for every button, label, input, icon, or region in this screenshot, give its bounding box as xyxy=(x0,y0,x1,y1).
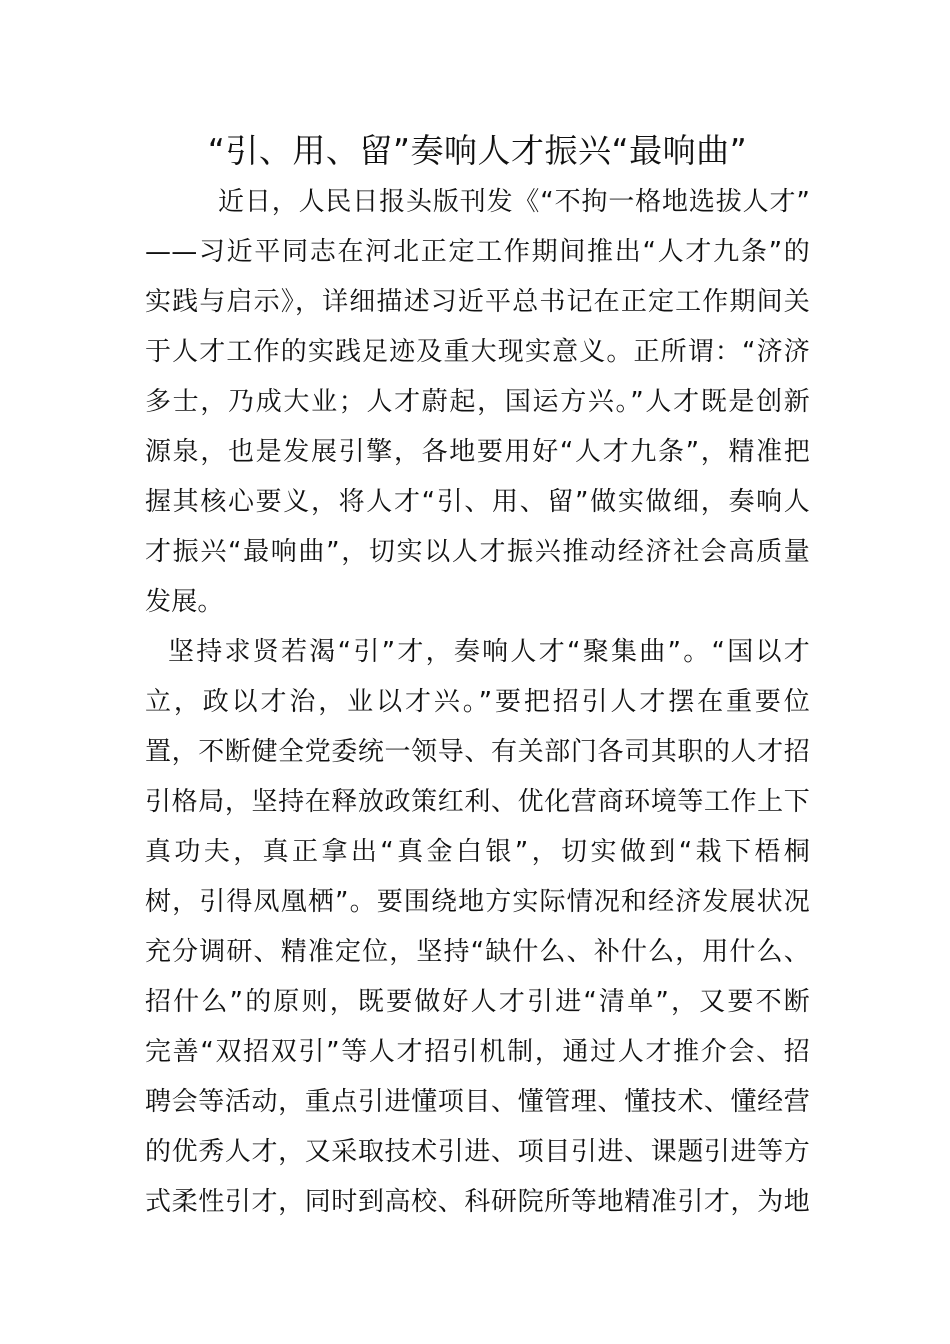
paragraph-2-line-6: 树，引得凤凰栖”。要围绕地方实际情况和经济发展状况 xyxy=(145,887,810,917)
paragraph-2-line-10: 聘会等活动，重点引进懂项目、懂管理、懂技术、懂经营 xyxy=(145,1087,810,1117)
paragraph-2-line-9: 完善“双招双引”等人才招引机制，通过人才推介会、招 xyxy=(145,1037,810,1067)
paragraph-1-line-4: 于人才工作的实践足迹及重大现实意义。正所谓：“济济 xyxy=(145,337,810,367)
paragraph-1-line-1: 近日，人民日报头版刊发《“不拘一格地选拔人才” xyxy=(218,187,810,217)
paragraph-2-line-2: 立，政以才治，业以才兴。”要把招引人才摆在重要位 xyxy=(145,687,810,717)
paragraph-1-line-9: 发展。 xyxy=(145,587,224,617)
paragraph-2-line-12: 式柔性引才，同时到高校、科研院所等地精准引才，为地 xyxy=(145,1187,810,1217)
document-title: “引、用、留”奏响人才振兴“最响曲” xyxy=(207,131,748,170)
paragraph-1-line-2: ——习近平同志在河北正定工作期间推出“人才九条”的 xyxy=(145,237,810,267)
paragraph-2-line-7: 充分调研、精准定位，坚持“缺什么、补什么，用什么、 xyxy=(145,937,810,967)
paragraph-2-line-3: 置，不断健全党委统一领导、有关部门各司其职的人才招 xyxy=(145,737,810,767)
paragraph-1-line-3: 实践与启示》，详细描述习近平总书记在正定工作期间关 xyxy=(145,287,810,317)
paragraph-2-line-5: 真功夫，真正拿出“真金白银”，切实做到“栽下梧桐 xyxy=(145,837,810,867)
paragraph-1-line-7: 握其核心要义，将人才“引、用、留”做实做细，奏响人 xyxy=(145,487,810,517)
paragraph-2-line-1: 坚持求贤若渴“引”才，奏响人才“聚集曲”。“国以才 xyxy=(168,637,810,667)
paragraph-1-line-5: 多士，乃成大业；人才蔚起，国运方兴。”人才既是创新 xyxy=(145,387,810,417)
paragraph-2-line-4: 引格局，坚持在释放政策红利、优化营商环境等工作上下 xyxy=(145,787,810,817)
paragraph-1-line-8: 才振兴“最响曲”，切实以人才振兴推动经济社会高质量 xyxy=(145,537,810,567)
paragraph-1-line-6: 源泉，也是发展引擎，各地要用好“人才九条”，精准把 xyxy=(145,437,810,467)
paragraph-2-line-11: 的优秀人才，又采取技术引进、项目引进、课题引进等方 xyxy=(145,1137,810,1167)
paragraph-2-line-8: 招什么”的原则，既要做好人才引进“清单”，又要不断 xyxy=(145,987,810,1017)
